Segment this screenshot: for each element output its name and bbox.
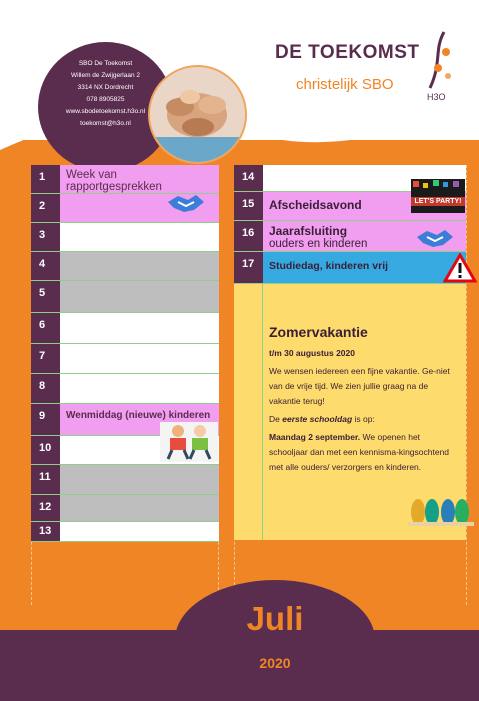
day-number: 4	[31, 252, 60, 280]
day-row	[31, 281, 219, 313]
vacation-cell	[263, 284, 466, 540]
calendar-right	[234, 165, 466, 540]
month-title: Juli	[246, 600, 304, 637]
hands-photo	[148, 65, 247, 164]
flipflops-icon	[408, 496, 474, 526]
vacation-wish: We wensen iedereen een fijne vakantie. Ge-niet van de vrije tijd. We zien jullie graag na de vakantie terug!	[269, 366, 450, 406]
day-number: 10	[31, 436, 60, 464]
party-label: LET'S PARTY!	[411, 197, 464, 206]
day-number: 12	[31, 495, 60, 521]
address-line: Willem de Zwijgerlaan 2	[71, 72, 140, 79]
vacation-content	[263, 284, 466, 475]
day-row	[31, 522, 219, 542]
day-row	[31, 252, 219, 281]
day-number: 17	[234, 252, 263, 283]
children-icon	[160, 422, 218, 462]
day-cell	[60, 165, 219, 193]
day-cell	[60, 252, 219, 280]
day-event: Week van rapportgesprekken	[66, 169, 162, 193]
day-number: 14	[234, 165, 263, 191]
calendar-left	[31, 165, 219, 542]
day-cell	[60, 495, 219, 521]
footer-dome	[175, 580, 375, 700]
day-cell	[60, 436, 219, 464]
day-row	[234, 192, 466, 221]
day-event: Afscheidsavond	[269, 198, 362, 212]
day-number: 1	[31, 165, 60, 193]
h3o-label: H3O	[427, 92, 446, 102]
handshake-icon	[415, 225, 455, 251]
day-number: 3	[31, 223, 60, 251]
first-day-post: is op:	[352, 414, 375, 424]
guide-line	[466, 165, 467, 605]
day-number: 2	[31, 194, 60, 222]
year-title: 2020	[259, 655, 291, 671]
day-cell	[263, 192, 466, 220]
day-event: Jaarafsluiting	[269, 224, 348, 238]
day-cell	[263, 252, 466, 283]
party-image	[411, 179, 465, 213]
day-cell	[60, 223, 219, 251]
day-cell	[60, 313, 219, 343]
school-name: DE TOEKOMST	[275, 42, 420, 63]
email-link[interactable]: toekomst@h3o.nl	[80, 120, 131, 127]
day-cell	[60, 522, 219, 541]
logo-figure-icon	[424, 30, 456, 90]
day-row	[31, 194, 219, 223]
handshake-icon	[166, 190, 206, 216]
first-day-rest: We openen het schooljaar dan met een kennisma-kingsochtend met alle ouders/ verzorgers en kinderen.	[269, 432, 450, 472]
day-number: 6	[31, 313, 60, 343]
address-line: 078 8905825	[86, 96, 125, 103]
confetti-icon	[411, 179, 465, 193]
vacation-block	[234, 284, 466, 540]
first-day-info	[269, 430, 460, 475]
day-number: 9	[31, 404, 60, 435]
first-day-pre: De	[269, 414, 283, 424]
day-number: 7	[31, 344, 60, 373]
day-cell	[60, 344, 219, 373]
vacation-heading: Zomervakantie	[269, 324, 368, 340]
day-row	[31, 436, 219, 465]
day-cell	[60, 281, 219, 312]
vacation-spacer	[234, 284, 263, 540]
day-row	[31, 313, 219, 344]
first-day-date: Maandag 2 september.	[269, 432, 361, 442]
day-row	[31, 465, 219, 495]
day-row	[31, 374, 219, 404]
vacation-until: t/m 30 augustus 2020	[269, 348, 355, 358]
day-row	[234, 221, 466, 252]
warning-icon	[443, 253, 477, 283]
day-cell	[60, 465, 219, 494]
school-subtitle: christelijk SBO	[296, 76, 394, 93]
address-line: SBO De Toekomst	[78, 60, 133, 67]
day-number: 16	[234, 221, 263, 251]
day-event-sub: ouders en kinderen	[269, 238, 368, 250]
day-row	[31, 223, 219, 252]
day-row	[31, 495, 219, 522]
day-event: Studiedag, kinderen vrij	[269, 260, 389, 272]
day-number: 8	[31, 374, 60, 403]
day-number: 5	[31, 281, 60, 312]
day-row	[234, 252, 466, 284]
first-day-line	[269, 414, 460, 424]
address-line: 3314 NX Dordrecht	[77, 84, 134, 91]
first-day-em: eerste schooldag	[282, 414, 353, 424]
website-link[interactable]: www.sbodetoekomst.h3o.nl	[65, 108, 146, 115]
day-cell	[60, 194, 219, 222]
day-row	[31, 344, 219, 374]
day-number: 13	[31, 522, 60, 541]
day-cell	[60, 374, 219, 403]
day-number: 15	[234, 192, 263, 220]
day-number: 11	[31, 465, 60, 494]
day-cell	[263, 221, 466, 251]
day-event: Wenmiddag (nieuwe) kinderen	[66, 410, 211, 421]
